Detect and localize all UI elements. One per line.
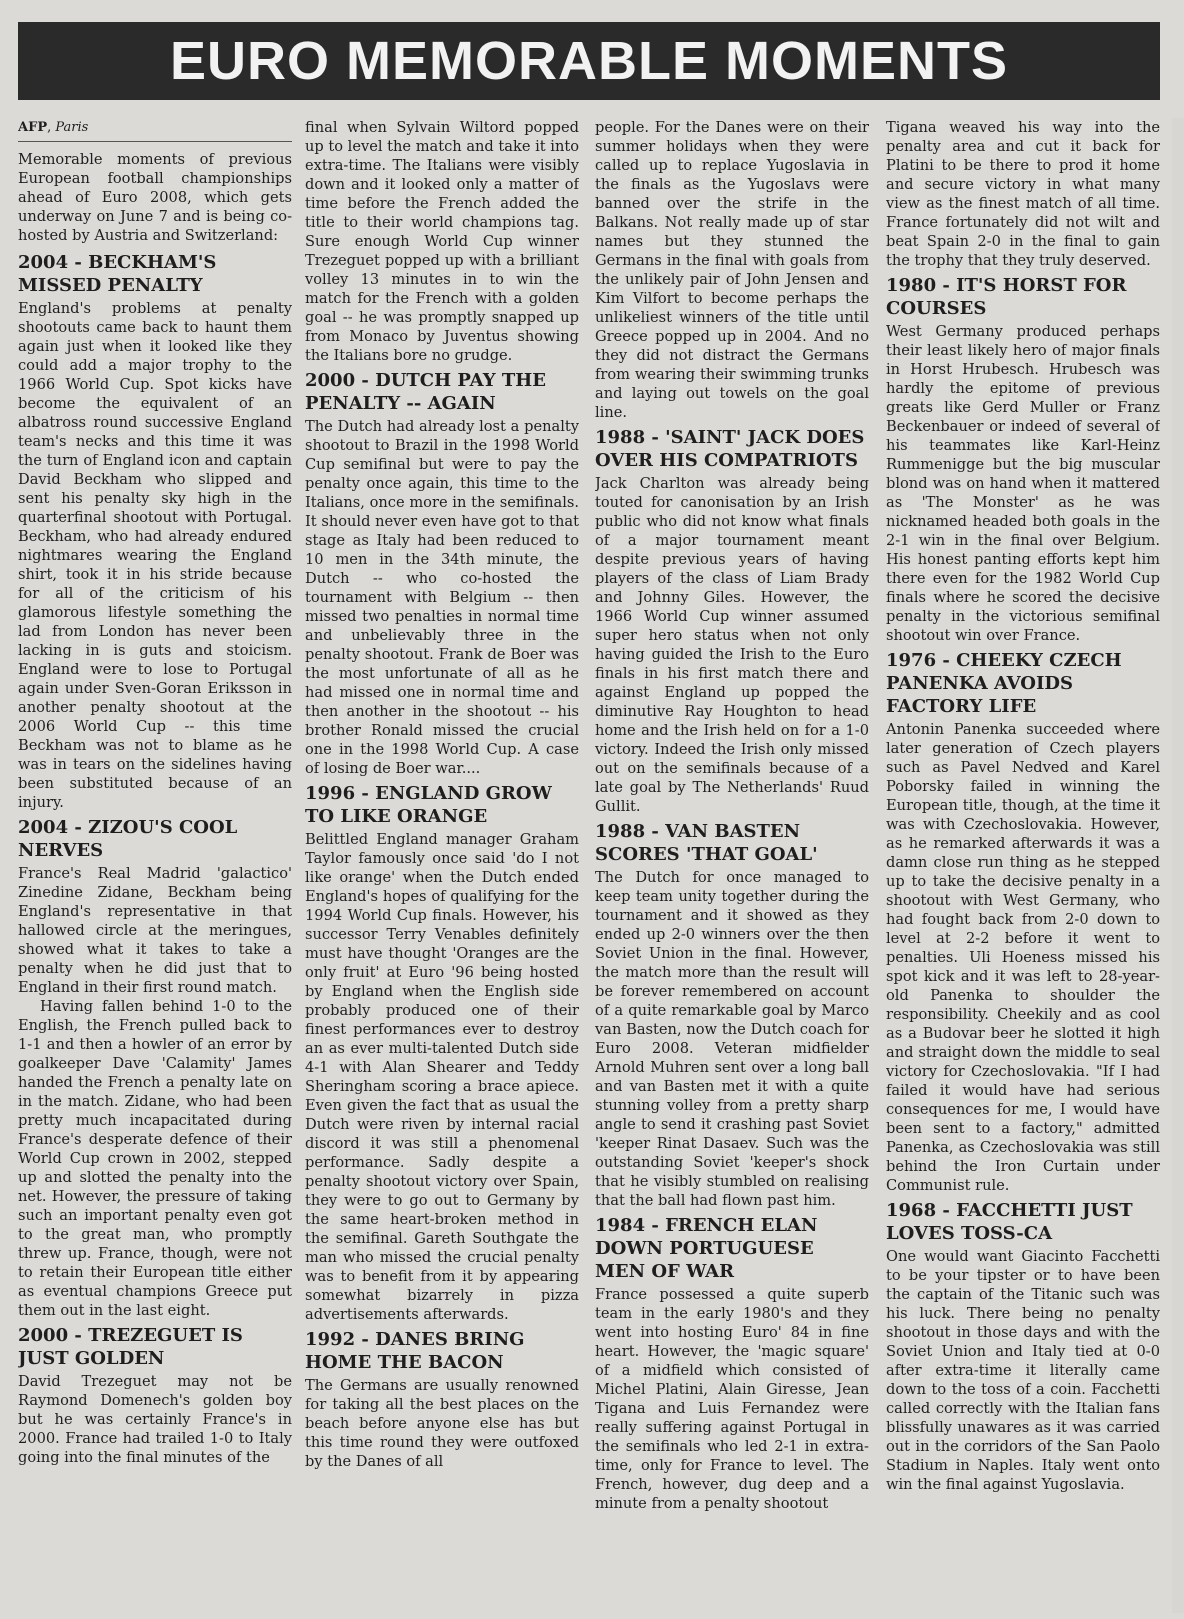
- section-heading: 1988 - VAN BASTEN SCORES 'THAT GOAL': [595, 821, 818, 865]
- column-2: [305, 118, 579, 1613]
- section-heading: 1992 - DANES BRING HOME THE BACON: [305, 1329, 525, 1373]
- section-paragraph: Belittled England manager Graham Taylor famously once said 'do I not like orange' when the Dutch ended England's hopes of qualifying for the 1994 World Cup finals. However, his successor Terry Venables definitely must have thought 'Oranges are the only fruit' at Euro '96 being hosted by England when the English side probably produced one of their finest performances ever to destroy an as ever multi-talented Dutch side 4-1 with Alan Shearer and Teddy Sheringham scoring a brace apiece. Even given the fact that as usual the Dutch were riven by internal racial discord it was still a phenomenal performance. Sadly despite a penalty shootout victory over Spain, they were to go out to Germany by the same heart-broken method in the semifinal. Gareth Southgate the man who missed the crucial penalty was to benefit from it by appearing somewhat bizarrely in pizza advertisements afterwards.: [305, 831, 579, 1323]
- section-paragraph: Tigana weaved his way into the penalty area and cut it back for Platini to be there to prod it home and secure victory in what many view as the finest match of all time. France fortunately did not wilt and beat Spain 2-0 in the final to gain the trophy that they truly deserved.: [886, 119, 1160, 269]
- section-paragraph: One would want Giacinto Facchetti to be your tipster or to have been the captain of the Titanic such was his luck. There being no penalty shootout in those days and with the Soviet Union and Italy tied at 0-0 after extra-time it literally came down to the toss of a coin. Facchetti called correctly with the Italian fans blissfully unawares as it was carried out in the corridors of the San Paolo Stadium in Naples. Italy went onto win the final against Yugoslavia.: [886, 1248, 1160, 1493]
- section-heading: 1976 - CHEEKY CZECH PANENKA AVOIDS FACTORY LIFE: [886, 650, 1122, 717]
- column-3: [595, 118, 869, 1613]
- section-heading: 1968 - FACCHETTI JUST LOVES TOSS-CA: [886, 1200, 1133, 1244]
- section-heading: 1988 - 'SAINT' JACK DOES OVER HIS COMPATRIOTS: [595, 427, 865, 471]
- section-paragraph: Jack Charlton was already being touted for canonisation by an Irish public who did not know what finals of a major tournament meant despite previous years of having players of the class of Liam Brady and Johnny Giles. However, the 1966 World Cup winner assumed super hero status when not only having guided the Irish to the Euro finals in his first match there and against England up popped the diminutive Ray Houghton to head home and the Irish held on for a 1-0 victory. Indeed the Irish only missed out on the semifinals because of a late goal by The Netherlands' Ruud Gullit.: [595, 475, 869, 815]
- intro-paragraph: Memorable moments of previous European football championships ahead of Euro 2008, which gets underway on June 7 and is being co-hosted by Austria and Switzerland:: [18, 151, 292, 244]
- section-paragraph: France possessed a quite superb team in the early 1980's and they went into hosting Euro' 84 in fine heart. However, the 'magic square' of a midfield which consisted of Michel Platini, Alain Giresse, Jean Tigana and Luis Fernandez were really suffering against Portugal in the semifinals who led 2-1 in extra-time, only for France to level. The French, however, dug deep and a minute from a penalty shootout: [595, 1286, 869, 1512]
- page-title: EURO MEMORABLE MOMENTS: [18, 22, 1160, 100]
- byline-agency: AFP: [18, 120, 48, 135]
- section-heading: 1980 - IT'S HORST FOR COURSES: [886, 275, 1127, 319]
- section-paragraph: David Trezeguet may not be Raymond Domenech's golden boy but he was certainly France's in 2000. France had trailed 1-0 to Italy going into the final minutes of the: [18, 1373, 292, 1466]
- section-heading: 2004 - BECKHAM'S MISSED PENALTY: [18, 252, 217, 296]
- byline-place: Paris: [55, 120, 89, 135]
- byline-divider: [18, 141, 292, 142]
- section-paragraph: final when Sylvain Wiltord popped up to level the match and take it into extra-time. The Italians were visibly down and it looked only a matter of time before the French added the title to their world champions tag. Sure enough World Cup winner Trezeguet popped up with a brilliant volley 13 minutes in to win the match for the French with a golden goal -- he was promptly snapped up from Monaco by Juventus showing the Italians bore no grudge.: [305, 119, 579, 364]
- section-heading: 2004 - ZIZOU'S COOL NERVES: [18, 817, 238, 861]
- adjacent-page-edge: [1172, 118, 1184, 1613]
- section-heading: 1984 - FRENCH ELAN DOWN PORTUGUESE MEN OF WAR: [595, 1215, 818, 1282]
- section-paragraph: The Germans are usually renowned for taking all the best places on the beach before anyone else has but this time round they were outfoxed by the Danes of all: [305, 1377, 579, 1470]
- section-paragraph: The Dutch for once managed to keep team unity together during the tournament and it showed as they ended up 2-0 winners over the then Soviet Union in the final. However, the match more than the result will be forever remembered on account of a quite remarkable goal by Marco van Basten, now the Dutch coach for Euro 2008. Veteran midfielder Arnold Muhren sent over a long ball and van Basten met it with a quite stunning volley from a pretty sharp angle to send it crashing past Soviet 'keeper Rinat Dasaev. Such was the outstanding Soviet 'keeper's shock that he visibly stumbled on realising that the ball had flown past him.: [595, 869, 869, 1209]
- section-paragraph: people. For the Danes were on their summer holidays when they were called up to replace Yugoslavia in the finals as the Yugoslavs were banned over the strife in the Balkans. Not really made up of star names but they stunned the Germans in the final with goals from the unlikely pair of John Jensen and Kim Vilfort to become perhaps the unlikeliest winners of the title until Greece popped up in 2004. And no they did not distract the Germans from wearing their swimming trunks and laying out towels on the goal line.: [595, 119, 869, 421]
- byline: AFP, Paris: [18, 120, 89, 135]
- section-heading: 1996 - ENGLAND GROW TO LIKE ORANGE: [305, 783, 552, 827]
- section-heading: 2000 - DUTCH PAY THE PENALTY -- AGAIN: [305, 370, 546, 414]
- section-paragraph: Having fallen behind 1-0 to the English, the French pulled back to 1-1 and then a howler of an error by goalkeeper Dave 'Calamity' James handed the French a penalty late on in the match. Zidane, who had been pretty much incapacitated during France's desperate defence of their World Cup crown in 2002, stepped up and slotted the penalty into the net. However, the pressure of taking such an important penalty even got to the great man, who promptly threw up. France, though, were not to retain their European title either as eventual champions Greece put them out in the last eight.: [18, 998, 292, 1319]
- section-paragraph: The Dutch had already lost a penalty shootout to Brazil in the 1998 World Cup semifinal but were to pay the penalty once again, this time to the Italians, once more in the semifinals. It should never even have got to that stage as Italy had been reduced to 10 men in the 34th minute, the Dutch -- who co-hosted the tournament with Belgium -- then missed two penalties in normal time and unbelievably three in the penalty shootout. Frank de Boer was the most unfortunate of all as he had missed one in normal time and then another in the shootout -- his brother Ronald missed the crucial one in the 1998 World Cup. A case of losing de Boer war....: [305, 418, 579, 777]
- section-heading: 2000 - TREZEGUET IS JUST GOLDEN: [18, 1325, 243, 1369]
- column-1: [18, 118, 292, 1613]
- column-4: [886, 118, 1160, 1613]
- section-paragraph: England's problems at penalty shootouts came back to haunt them again just when it looked like they could add a major trophy to the 1966 World Cup. Spot kicks have become the equivalent of an albatross round successive England team's necks and this time it was the turn of England icon and captain David Beckham who slipped and sent his penalty sky high in the quarterfinal shootout with Portugal. Beckham, who had already endured nightmares wearing the England shirt, took it in his stride because for all of the criticism of his glamorous lifestyle something the lad from London has never been lacking in is guts and stoicism. England were to lose to Portugal again under Sven-Goran Eriksson in another penalty shootout at the 2006 World Cup -- this time Beckham was not to blame as he was in tears on the sidelines having been substituted because of an injury.: [18, 300, 292, 811]
- section-paragraph: France's Real Madrid 'galactico' Zinedine Zidane, Beckham being England's representative in that hallowed circle at the meringues, showed what it takes to take a penalty when he did just that to England in their first round match.: [18, 865, 292, 996]
- section-paragraph: West Germany produced perhaps their least likely hero of major finals in Horst Hrubesch. Hrubesch was hardly the epitome of previous greats like Gerd Muller or Franz Beckenbauer or indeed of several of his teammates like Karl-Heinz Rummenigge but the big muscular blond was on hand when it mattered as 'The Monster' as he was nicknamed headed both goals in the 2-1 win in the final over Belgium. His honest panting efforts kept him there even for the 1982 World Cup finals where he scored the decisive penalty in the victorious semifinal shootout win over France.: [886, 323, 1160, 644]
- section-paragraph: Antonin Panenka succeeded where later generation of Czech players such as Pavel Nedved and Karel Poborsky failed in winning the European title, though, at the time it was with Czechoslovakia. However, as he remarked afterwards it was a damn close run thing as he stepped up to take the decisive penalty in a shootout with West Germany, who had fought back from 2-0 down to level at 2-2 before it went to penalties. Uli Hoeness missed his spot kick and it was left to 28-year-old Panenka to shoulder the responsibility. Cheekily and as cool as a Budovar beer he slotted it high and straight down the middle to seal victory for Czechoslovakia. "If I had failed it would have had serious consequences for me, I would have been sent to a factory," admitted Panenka, as Czechoslovakia was still behind the Iron Curtain under Communist rule.: [886, 721, 1160, 1194]
